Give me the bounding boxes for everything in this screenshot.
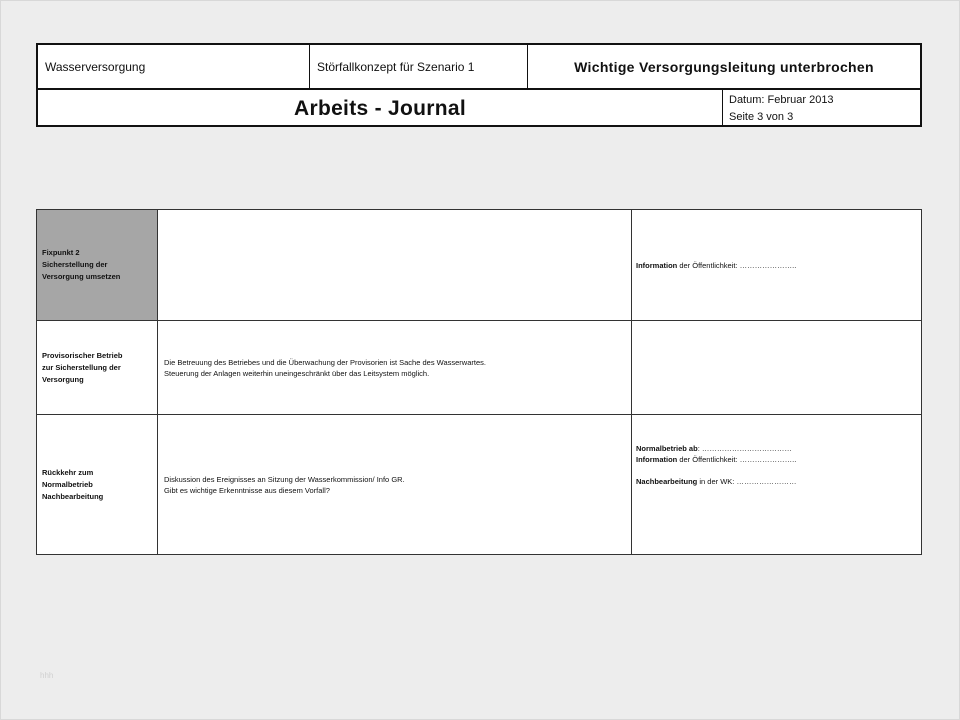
page-number: Seite 3 von 3 — [729, 111, 794, 123]
table-row — [37, 210, 921, 321]
header-bottom-row — [38, 90, 920, 125]
row-label — [37, 321, 158, 414]
row-notes — [632, 321, 921, 414]
note-value: : ……………………………… — [697, 443, 792, 453]
note-value: in der WK: …………………… — [697, 476, 797, 486]
row-description — [158, 210, 632, 320]
row-label — [37, 415, 158, 554]
row-description — [158, 415, 632, 554]
document-header — [36, 43, 922, 127]
label-line: Sicherstellung der — [42, 260, 108, 269]
header-top-row — [38, 45, 920, 90]
note-line — [636, 443, 796, 454]
row-notes — [632, 415, 921, 554]
header-domain: Wasserversorgung — [38, 45, 310, 88]
label-line: Provisorischer Betrieb — [42, 350, 123, 360]
description-line: Diskussion des Ereignisses an Sitzung der Wasserkommission/ Info GR. — [164, 474, 405, 484]
note-value: der Öffentlichkeit: ………………….. — [677, 454, 797, 464]
note-line — [636, 260, 796, 271]
row-label — [37, 210, 158, 320]
note-key: Normalbetrieb ab — [636, 443, 698, 453]
table-row — [37, 415, 921, 554]
label-line: Fixpunkt 2 — [42, 248, 80, 257]
row-notes — [632, 210, 921, 320]
date-box — [722, 90, 920, 125]
note-key: Information — [636, 454, 678, 464]
description-line: Steuerung der Anlagen weiterhin uneingeschränkt über das Leitsystem möglich. — [164, 368, 430, 378]
note-key: Information — [636, 260, 678, 270]
label-line: zur Sicherstellung der — [42, 362, 121, 372]
page-title: Arbeits - Journal — [294, 96, 466, 120]
note-line — [636, 476, 796, 487]
date-text: Datum: Februar 2013 — [729, 94, 834, 106]
table-row — [37, 321, 921, 415]
label-line: Versorgung umsetzen — [42, 272, 121, 281]
row-description — [158, 321, 632, 414]
note-line — [636, 454, 796, 465]
header-headline: Wichtige Versorgungsleitung unterbrochen — [574, 58, 874, 75]
note-value: der Öffentlichkeit: ………………….. — [677, 260, 797, 270]
description-line: Die Betreuung des Betriebes und die Überwachung der Provisorien ist Sache des Wasserwartes. — [164, 357, 486, 367]
label-line: Rückkehr zum — [42, 467, 94, 477]
note-spacer — [636, 465, 796, 476]
header-concept: Störfallkonzept für Szenario 1 — [310, 45, 528, 88]
label-line: Normalbetrieb — [42, 479, 93, 489]
journal-table — [36, 209, 922, 555]
footer-mark: hhh — [40, 671, 54, 680]
note-key: Nachbearbeitung — [636, 476, 698, 486]
label-line: Nachbearbeitung — [42, 491, 104, 501]
description-line: Gibt es wichtige Erkenntnisse aus diesem Vorfall? — [164, 485, 330, 495]
label-line: Versorgung — [42, 374, 84, 384]
